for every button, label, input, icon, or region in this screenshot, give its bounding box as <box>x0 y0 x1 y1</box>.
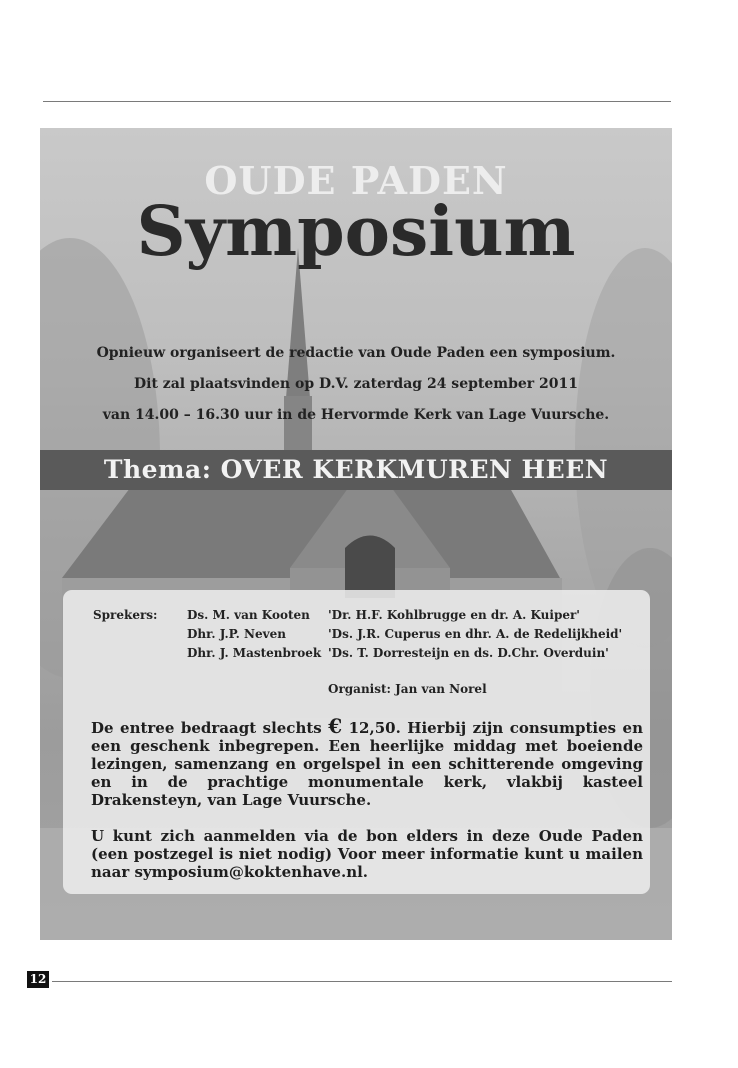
poster-title: Symposium <box>136 192 576 272</box>
poster-kicker: OUDE PADEN <box>204 158 508 203</box>
speaker-name: Ds. M. van Kooten <box>187 608 310 622</box>
page-number: 12 <box>27 971 49 988</box>
intro-line: Dit zal plaatsvinden op D.V. zaterdag 24 september 2011 <box>133 376 578 392</box>
symposium-poster <box>40 128 672 940</box>
theme-banner: Thema: OVER KERKMUREN HEEN <box>40 450 672 490</box>
signup-paragraph: U kunt zich aanmelden via de bon elders in deze Oude Paden (een postzegel is niet nodig) Voor meer informatie kunt u mailen naar symposium@koktenhave.nl. <box>91 827 643 881</box>
info-panel <box>63 590 650 894</box>
speaker-name: Dhr. J. Mastenbroek <box>187 646 322 660</box>
entry-lead: De entree bedraagt slechts <box>91 719 322 737</box>
speaker-topic: 'Ds. T. Dorresteijn en ds. D.Chr. Overduin' <box>328 646 609 660</box>
bottom-rule <box>52 981 672 982</box>
entry-paragraph <box>91 714 643 809</box>
speakers-label: Sprekers: <box>93 608 158 622</box>
top-rule <box>43 101 671 102</box>
intro-text <box>40 338 672 431</box>
intro-line: van 14.00 – 16.30 uur in de Hervormde Kerk van Lage Vuursche. <box>102 407 610 423</box>
organist-line: Organist: Jan van Norel <box>328 682 487 696</box>
euro-sign: € <box>328 714 343 738</box>
speaker-topic: 'Ds. J.R. Cuperus en dhr. A. de Redelijkheid' <box>328 627 623 641</box>
speaker-topic: 'Dr. H.F. Kohlbrugge en dr. A. Kuiper' <box>328 608 580 622</box>
speaker-name: Dhr. J.P. Neven <box>187 627 286 641</box>
intro-line: Opnieuw organiseert de redactie van Oude Paden een symposium. <box>96 345 616 361</box>
entry-rest: 12,50. Hierbij zijn consumpties en een geschenk inbegrepen. Een heerlijke middag met boeiende lezingen, samenzang en orgelspel in een schitterende omgeving en in de prachtige monumentale kerk, vlakbij kasteel Drakensteyn, van Lage Vuursche. <box>91 719 643 809</box>
